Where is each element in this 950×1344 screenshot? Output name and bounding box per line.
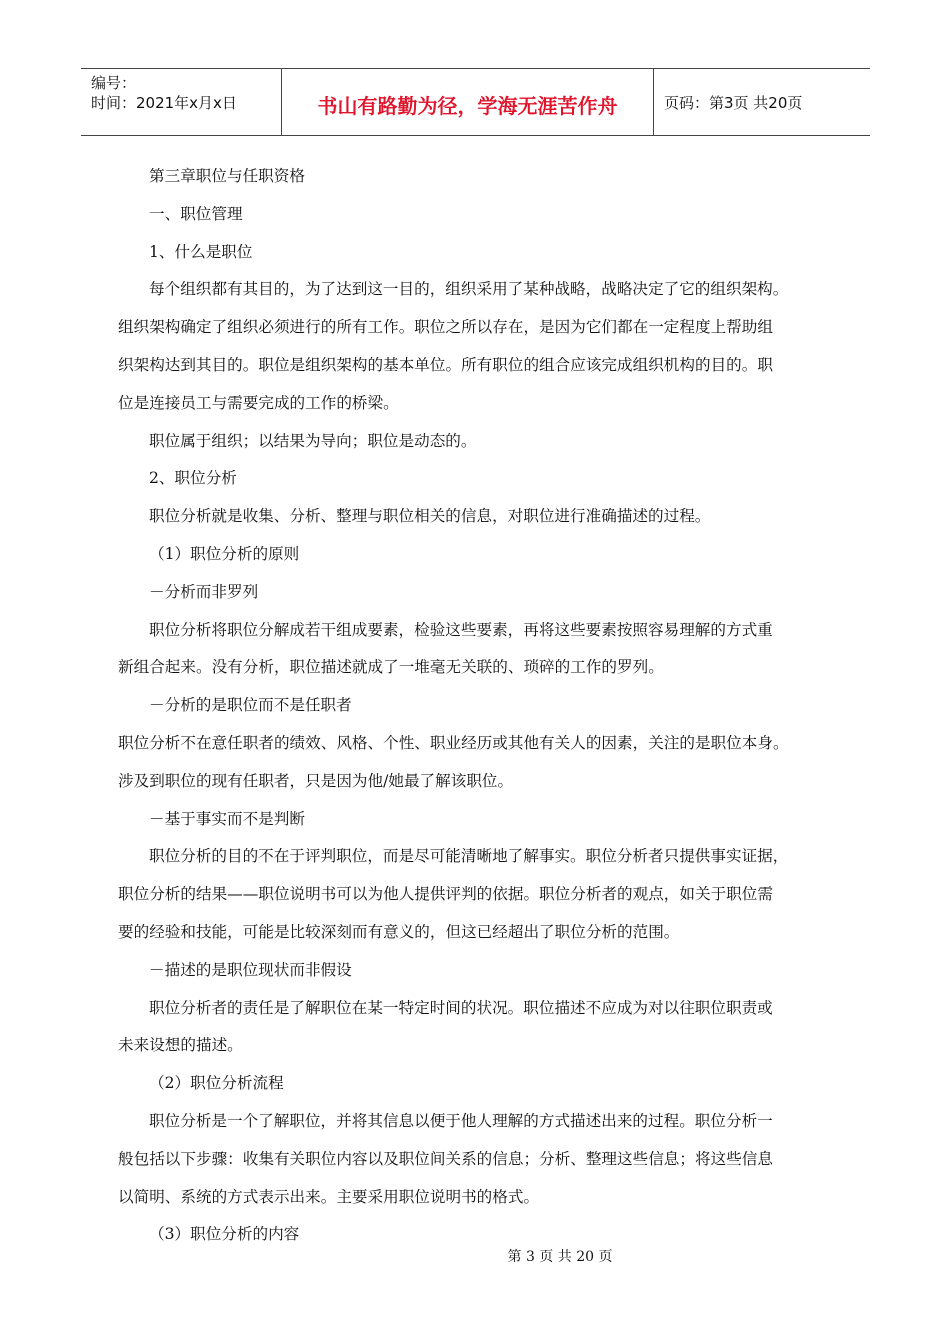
section-heading: 一、职位管理	[149, 204, 243, 223]
body-line: 职位分析将职位分解成若干组成要素，检验这些要素，再将这些要素按照容易理解的方式重	[149, 620, 773, 639]
page-footer: 第 3 页 共 20 页	[507, 1249, 613, 1265]
body-line: 要的经验和技能，可能是比较深刻而有意义的，但这已经超出了职位分析的范围。	[118, 922, 680, 941]
body-line: 职位分析就是收集、分析、整理与职位相关的信息，对职位进行准确描述的过程。	[149, 507, 711, 526]
document-body	[118, 158, 838, 1254]
principle-heading: －分析而非罗列	[149, 582, 259, 601]
document-number-label: 编号：	[91, 74, 137, 92]
principle-heading: －分析的是职位而不是任职者	[149, 696, 352, 715]
body-line: 位是连接员工与需要完成的工作的桥梁。	[118, 393, 399, 412]
body-line: 以简明、系统的方式表示出来。主要采用职位说明书的格式。	[118, 1187, 540, 1206]
body-line: 职位分析的结果——职位说明书可以为他人提供评判的依据。职位分析者的观点，如关于职位需	[118, 885, 773, 904]
body-line: 新组合起来。没有分析，职位描述就成了一堆毫无关联的、琐碎的工作的罗列。	[118, 658, 664, 677]
body-line: 涉及到职位的现有任职者，只是因为他/她最了解该职位。	[118, 771, 514, 790]
chapter-title: 第三章职位与任职资格	[149, 167, 305, 185]
principle-heading: －基于事实而不是判断	[149, 809, 305, 828]
header-left-cell	[81, 69, 282, 135]
body-line: 织架构达到其目的。职位是组织架构的基本单位。所有职位的组合应该完成组织机构的目的。职	[118, 355, 773, 374]
body-line: 职位分析不在意任职者的绩效、风格、个性、职业经历或其他有关人的因素，关注的是职位本身。	[118, 733, 789, 752]
numbered-heading: （2）职位分析流程	[149, 1074, 284, 1093]
body-line: 未来设想的描述。	[118, 1036, 243, 1055]
numbered-heading: （3）职位分析的内容	[149, 1225, 300, 1244]
document-date-label: 时间：2021年x月x日	[91, 94, 237, 112]
subsection-heading: 2、职位分析	[149, 469, 237, 488]
body-line: 职位分析是一个了解职位，并将其信息以便于他人理解的方式描述出来的过程。职位分析一	[149, 1111, 773, 1130]
body-line: 般包括以下步骤：收集有关职位内容以及职位间关系的信息；分析、整理这些信息；将这些信息	[118, 1149, 773, 1168]
page-header	[81, 68, 870, 136]
body-line: 职位属于组织；以结果为导向；职位是动态的。	[149, 431, 477, 450]
body-line: 职位分析者的责任是了解职位在某一特定时间的状况。职位描述不应成为对以往职位职责或	[149, 998, 773, 1017]
header-motto: 书山有路勤为径，学海无涯苦作舟	[282, 69, 654, 135]
numbered-heading: （1）职位分析的原则	[149, 544, 300, 563]
body-line: 每个组织都有其目的，为了达到这一目的，组织采用了某种战略，战略决定了它的组织架构。	[149, 280, 789, 299]
body-line: 职位分析的目的不在于评判职位，而是尽可能清晰地了解事实。职位分析者只提供事实证据，	[149, 847, 789, 866]
body-line: 组织架构确定了组织必须进行的所有工作。职位之所以存在，是因为它们都在一定程度上帮助组	[118, 318, 773, 337]
principle-heading: －描述的是职位现状而非假设	[149, 960, 352, 979]
subsection-heading: 1、什么是职位	[149, 242, 253, 261]
header-page-label: 页码：第3页 共20页	[664, 93, 803, 112]
